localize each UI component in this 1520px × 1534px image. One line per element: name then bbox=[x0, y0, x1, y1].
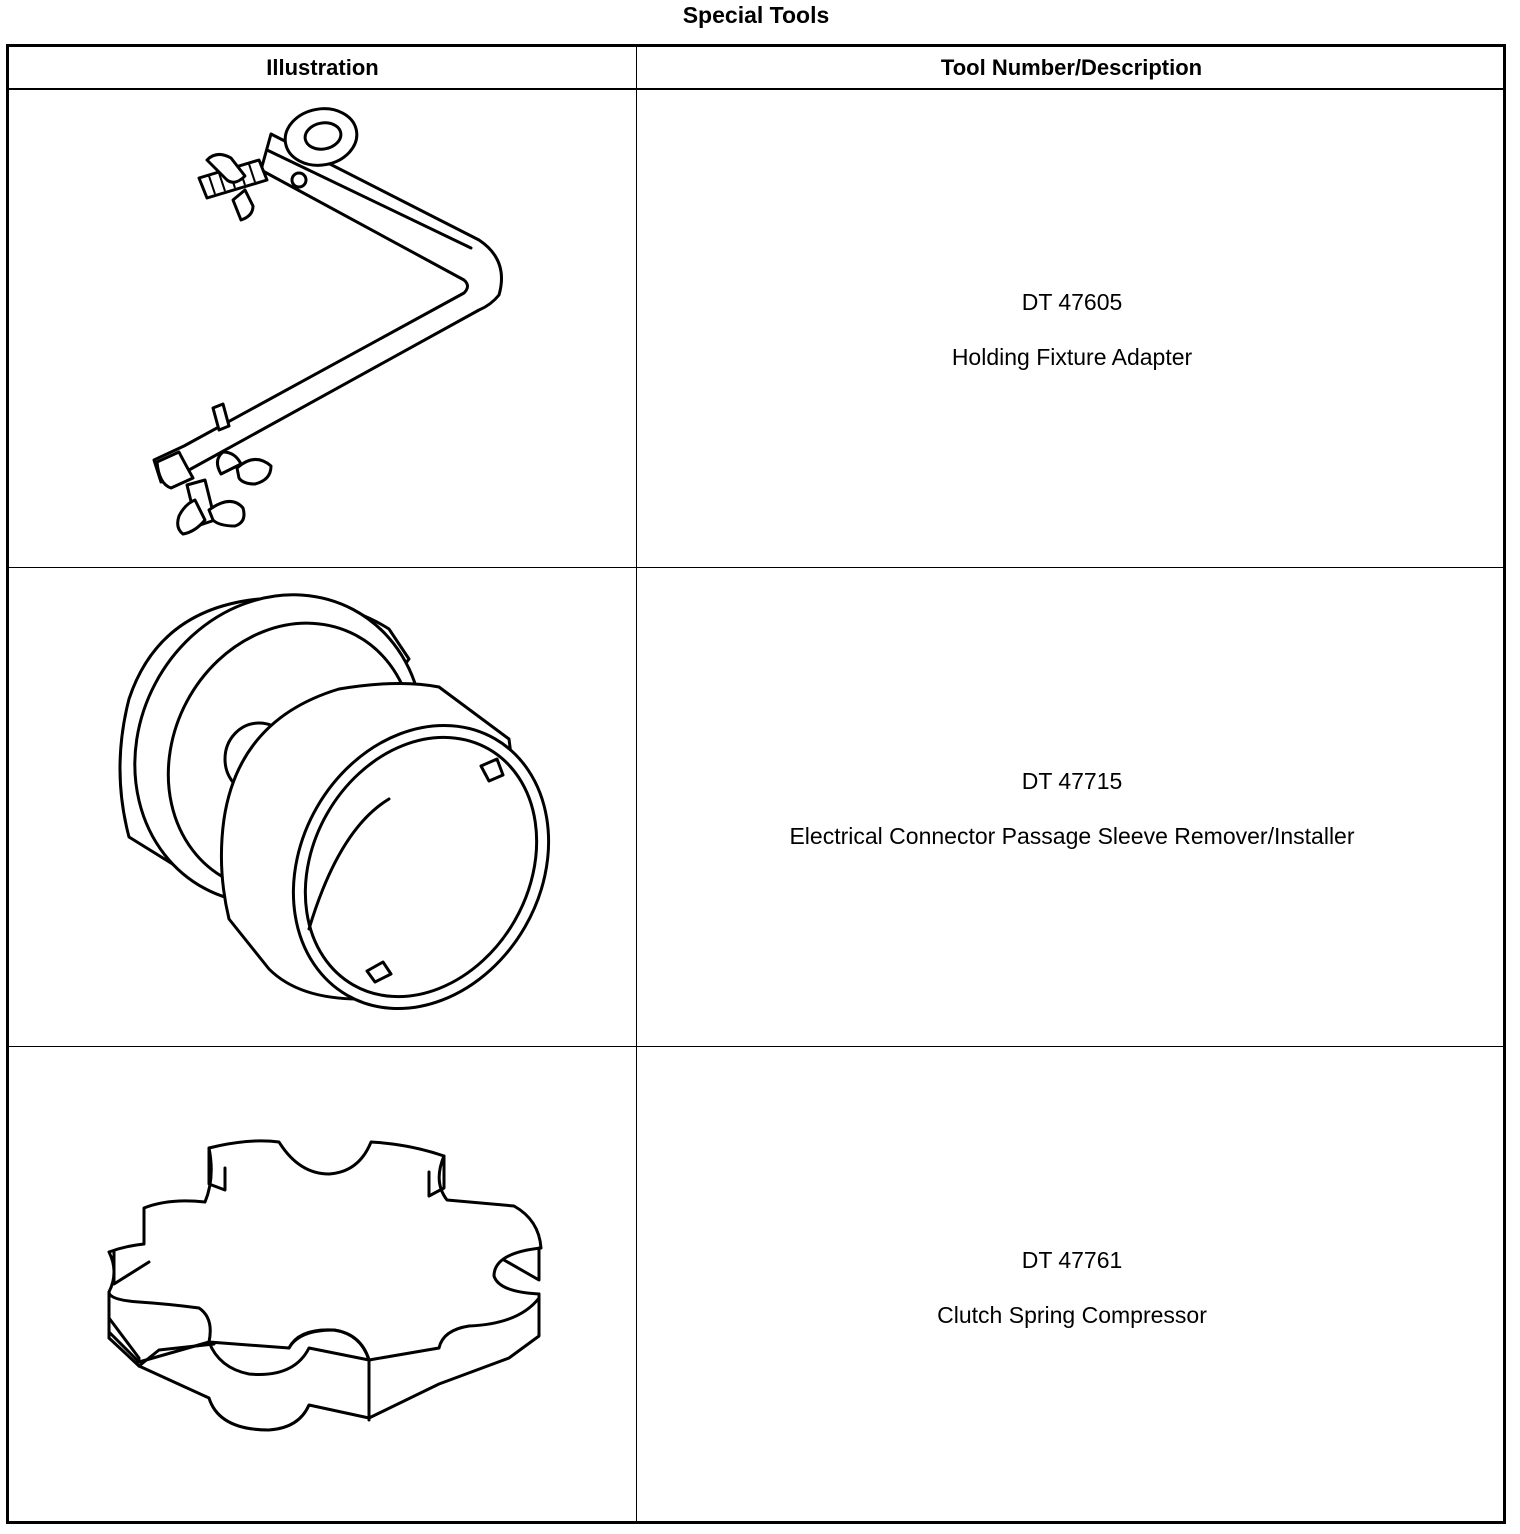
column-header-description: Tool Number/Description bbox=[940, 55, 1203, 80]
description-cell bbox=[638, 569, 1506, 1047]
table-row bbox=[9, 569, 1506, 1047]
column-header-illustration: Illustration bbox=[266, 55, 379, 80]
table-row bbox=[9, 90, 1506, 568]
clutch-spring-compressor-icon bbox=[9, 1048, 636, 1526]
tool-description: Clutch Spring Compressor bbox=[937, 1301, 1207, 1328]
holding-fixture-adapter-icon bbox=[9, 90, 636, 568]
table-row bbox=[9, 1048, 1506, 1526]
sleeve-remover-installer-icon bbox=[9, 569, 636, 1047]
special-tools-table bbox=[6, 44, 1506, 1524]
illustration-cell bbox=[9, 90, 636, 568]
tool-number: DT 47761 bbox=[1021, 1246, 1123, 1273]
description-cell bbox=[638, 90, 1506, 568]
illustration-cell bbox=[9, 569, 636, 1047]
description-cell bbox=[638, 1048, 1506, 1526]
tool-number: DT 47605 bbox=[1021, 288, 1123, 315]
illustration-cell bbox=[9, 1048, 636, 1526]
tool-description: Electrical Connector Passage Sleeve Remover/Installer bbox=[789, 822, 1355, 849]
page-title: Special Tools bbox=[682, 2, 830, 28]
tool-number: DT 47715 bbox=[1021, 767, 1123, 794]
tool-description: Holding Fixture Adapter bbox=[951, 343, 1193, 370]
